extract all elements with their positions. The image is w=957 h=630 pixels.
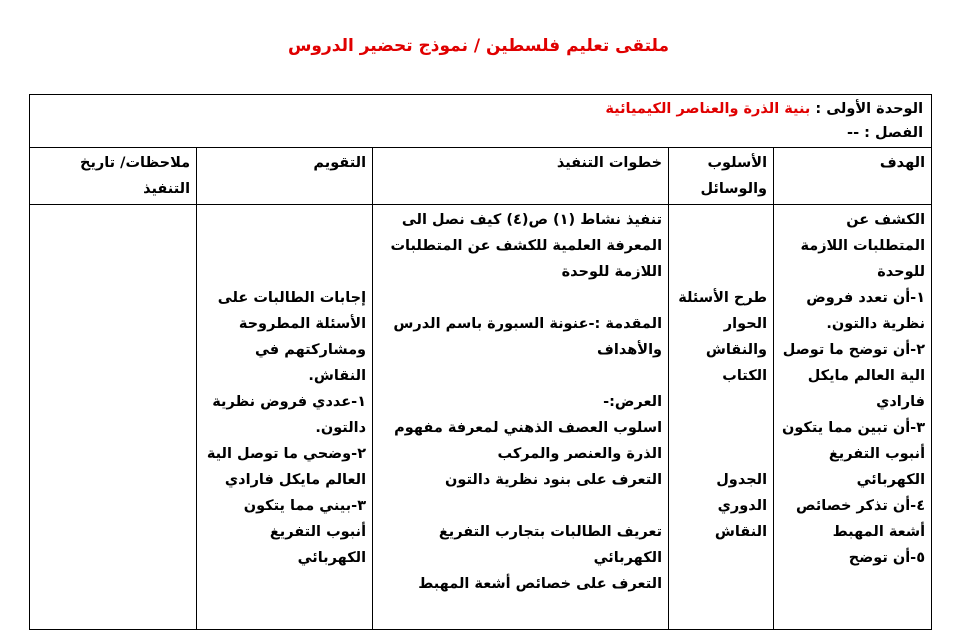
- chapter-label: الفصل : --: [847, 125, 924, 141]
- goal-line: ٣-أن تبين مما يتكون أنبوب التفريغ الكهربائي: [781, 420, 926, 488]
- method-group: طرح الأسئلة الحوار والنقاش الكتاب: [678, 290, 768, 384]
- header-row: [30, 148, 932, 205]
- goal-line: ٥-أن توضح: [848, 550, 926, 566]
- header-method: الأسلوب والوسائل: [669, 148, 774, 205]
- step-block: العرض:-: [603, 394, 663, 410]
- evaluation-line: ٣-بيني مما يتكون أنبوب التفريغ الكهربائي: [243, 498, 367, 566]
- evaluation-cell: [197, 205, 373, 630]
- unit-name: بنية الذرة والعناصر الكيميائية: [605, 101, 811, 117]
- goal-cell: [774, 205, 932, 630]
- evaluation-line: إجابات الطالبات على الأسئلة المطروحة ومشاركتهم في النقاش.: [217, 290, 367, 384]
- unit-label: الوحدة الأولى :: [810, 101, 924, 117]
- method-group: الجدول الدوري النقاش: [714, 472, 768, 540]
- goal-line: ٤-أن تذكر خصائص أشعة المهبط: [796, 498, 926, 540]
- lesson-plan-table: [29, 94, 932, 630]
- header-goal: الهدف: [774, 148, 932, 205]
- goal-line: ٢-أن توضح ما توصل الية العالم مايكل فارادي: [782, 342, 926, 410]
- goal-line: الكشف عن المتطلبات اللازمة للوحدة: [800, 212, 926, 280]
- goal-line: ١-أن تعدد فروض نظرية دالتون.: [806, 290, 926, 332]
- steps-cell: [373, 205, 669, 630]
- step-block: التعرف على خصائص أشعة المهبط: [418, 576, 663, 592]
- unit-title: [38, 97, 923, 121]
- evaluation-line: ١-عددي فروض نظرية دالتون.: [212, 394, 367, 436]
- step-block: المقدمة :-عنونة السبورة باسم الدرس والأهداف: [393, 316, 663, 358]
- header-notes: ملاحظات/ تاريخ التنفيذ: [30, 148, 197, 205]
- notes-cell: [30, 205, 197, 630]
- step-block: التعرف على بنود نظرية دالتون: [445, 472, 663, 488]
- step-block: تنفيذ نشاط (١) ص(٤) كيف نصل الى المعرفة العلمية للكشف عن المتطلبات اللازمة للوحدة: [390, 212, 663, 280]
- evaluation-line: ٢-وضحي ما توصل الية العالم مايكل فارادي: [206, 446, 367, 488]
- method-cell: [669, 205, 774, 630]
- step-block: تعريف الطالبات بتجارب التفريغ الكهربائي: [438, 524, 663, 566]
- header-evaluation: التقويم: [197, 148, 373, 205]
- page-title: ملتقى تعليم فلسطين / نموذج تحضير الدروس: [287, 36, 670, 56]
- unit-row: [30, 95, 932, 148]
- content-row: [30, 205, 932, 630]
- step-block: اسلوب العصف الذهني لمعرفة مفهوم الذرة والعنصر والمركب: [394, 420, 663, 462]
- header-steps: خطوات التنفيذ: [373, 148, 669, 205]
